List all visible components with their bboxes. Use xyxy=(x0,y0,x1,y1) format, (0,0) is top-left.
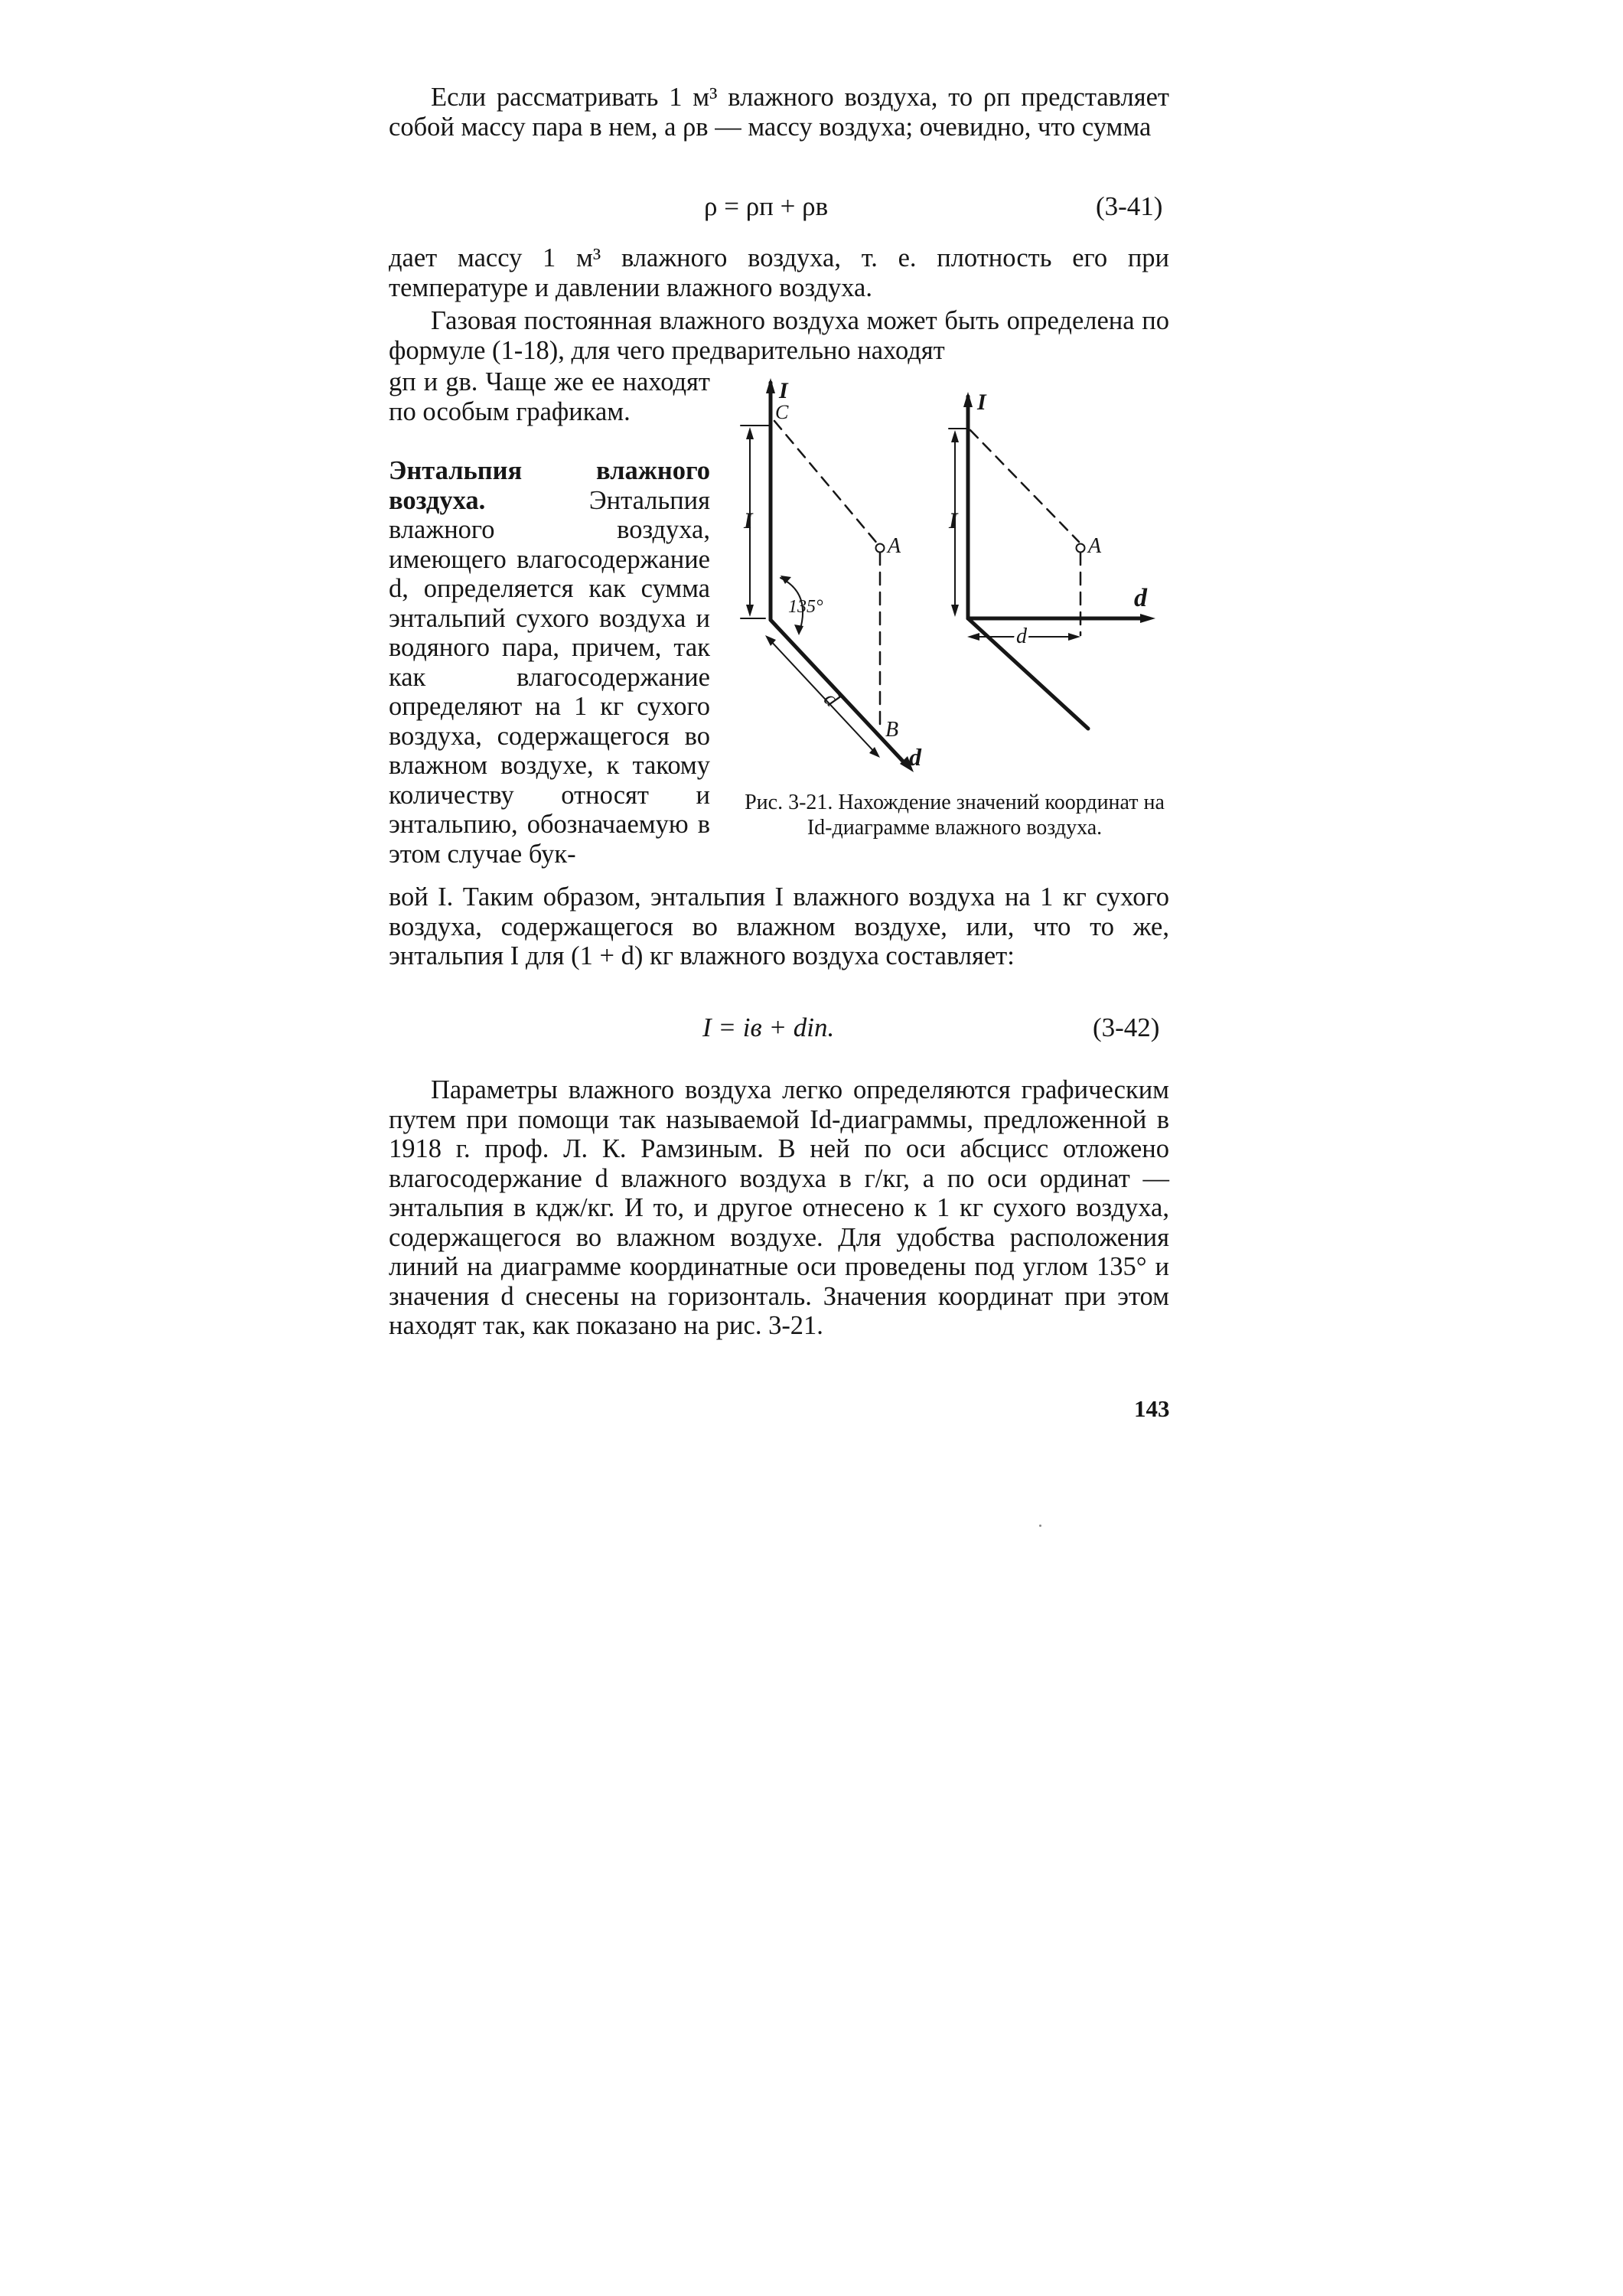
left-label-d-dim: d xyxy=(819,687,843,712)
left-label-A: A xyxy=(888,534,901,558)
paragraph-4-side xyxy=(389,456,710,869)
paragraph-4-side-text: Энтальпия влажного воздуха, имеющего влагосодержание d, определяется как сумма энтальпий сухого воздуха и водяного пара, причем, так как влагосодержание определяют на 1 кг сухого воздуха, содержащегося во влажном воздухе, к такому количеству относят и энтальпию, обозначаемую в этом случае бук- xyxy=(389,485,710,869)
right-label-I: I xyxy=(977,390,986,415)
equation-3-41: ρ = ρп + ρв xyxy=(704,191,829,221)
paragraph-1: Если рассматривать 1 м³ влажного воздуха, то ρп представляет собой массу пара в нем, а ρв — массу воздуха; очевидно, что сумма xyxy=(389,83,1169,142)
equation-3-42: I = iв + diп. xyxy=(702,1013,835,1042)
paragraph-5: Параметры влажного воздуха легко определяются графическим путем при помощи так называемой Id-диаграммы, предложенной в 1918 г. проф. Л. К. Рамзиным. В ней по оси абсцисс отложено влагосодержание d влажного воздуха в г/кг, а по оси ординат — энтальпия в кдж/кг. И то, и другое отнесено к 1 кг сухого воздуха, содержащегося во влажном воздухе. Для удобства расположения линий на диаграмме координатные оси проведены под углом 135° и значения d снесены на горизонталь. Значения координат при этом находят так, как показано на рис. 3-21. xyxy=(389,1075,1169,1340)
right-d-arrow xyxy=(1140,614,1155,623)
left-dashed-CA xyxy=(774,421,878,545)
figure-3-21 xyxy=(727,375,1178,781)
equation-3-42-number: (3-42) xyxy=(1093,1013,1160,1042)
right-I-arrow xyxy=(963,392,973,407)
right-dashed-CA xyxy=(970,430,1079,542)
right-label-d-dim: d xyxy=(1016,625,1027,648)
left-label-B: B xyxy=(885,718,899,742)
left-label-angle: 135° xyxy=(788,597,823,617)
scan-speck xyxy=(1039,1525,1041,1527)
paragraph-2: дает массу 1 м³ влажного воздуха, т. е. плотность его при температуре и давлении влажного воздуха. xyxy=(389,243,1169,302)
section-heading: Энтальпия влажного воздуха. xyxy=(389,456,710,515)
paragraph-4-continuation: вой I. Таким образом, энтальпия I влажного воздуха на 1 кг сухого воздуха, содержащегося во влажном воздухе, или, что то же, энтальпия I для (1 + d) кг влажного воздуха составляет: xyxy=(389,882,1169,970)
right-label-A: A xyxy=(1088,534,1102,558)
left-label-I: I xyxy=(779,378,788,403)
left-label-d: d xyxy=(909,743,921,771)
left-label-C: C xyxy=(775,401,789,423)
right-point-A xyxy=(1077,544,1085,553)
page-number: 143 xyxy=(1134,1395,1170,1422)
left-point-A xyxy=(876,544,885,553)
figure-caption: Рис. 3-21. Нахождение значений координат на Id-диаграмме влажного воздуха. xyxy=(745,791,1165,840)
left-d-dim xyxy=(769,639,876,754)
right-label-I-dim: I xyxy=(949,508,958,533)
equation-3-41-number: (3-41) xyxy=(1096,191,1163,221)
left-I-arrow xyxy=(766,378,775,393)
right-label-d: d xyxy=(1134,584,1147,612)
left-label-I-dim: I xyxy=(744,508,753,533)
paragraph-3-continuation: gп и gв. Чаще же ее находят по особым графикам. xyxy=(389,367,710,426)
paragraph-3: Газовая постоянная влажного воздуха может быть определена по формуле (1-18), для чего предварительно находят xyxy=(389,306,1169,365)
